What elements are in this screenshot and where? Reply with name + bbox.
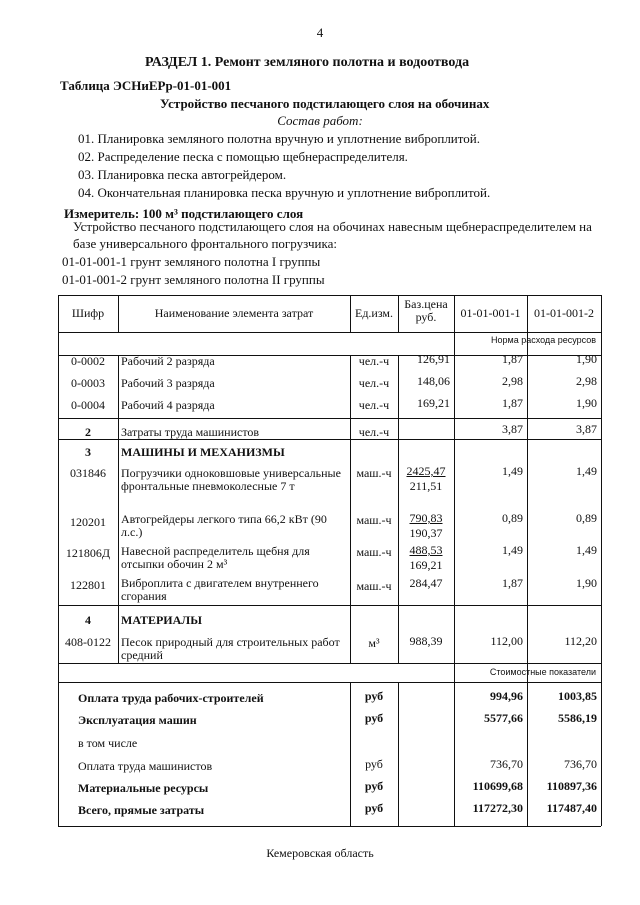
cost-value-1: 110699,68 bbox=[472, 779, 523, 793]
row-value-2: 112,20 bbox=[564, 634, 597, 648]
cost-value-1: 5577,66 bbox=[484, 711, 523, 725]
cost-label: Стоимостные показатели bbox=[489, 667, 596, 677]
row-name: Погрузчики одноковшовые универсальные фронтальные пневмоколесные 7 т bbox=[121, 466, 341, 493]
row-price-wage: 211,51 bbox=[409, 479, 443, 493]
row-value-1: 1,87 bbox=[502, 576, 523, 590]
cost-name: Всего, прямые затраты bbox=[78, 803, 205, 817]
section-name: МАТЕРИАЛЫ bbox=[121, 613, 202, 627]
row-value-2: 1,49 bbox=[576, 543, 597, 557]
row-unit: маш.-ч bbox=[356, 513, 392, 527]
measure-unit: Измеритель: 100 м³ подстилающего слоя bbox=[64, 206, 304, 221]
row-value-1: 1,49 bbox=[502, 464, 523, 478]
cost-name: Материальные ресурсы bbox=[78, 781, 209, 795]
row-code: 0-0004 bbox=[71, 398, 105, 412]
section-code: 3 bbox=[85, 445, 91, 459]
cost-value-2: 1003,85 bbox=[558, 689, 597, 703]
header-col1: 01-01-001-1 bbox=[460, 306, 521, 320]
section-name: МАШИНЫ И МЕХАНИЗМЫ bbox=[121, 445, 285, 459]
row-unit: м³ bbox=[368, 636, 380, 650]
work-item: 03. Планировка песка автогрейдером. bbox=[78, 167, 287, 182]
row-name: Рабочий 4 разряда bbox=[121, 398, 215, 412]
row-name: Виброплита с двигателем внутреннего сгорания bbox=[121, 576, 319, 603]
row-code: 0-0003 bbox=[71, 376, 105, 390]
row-code: 2 bbox=[85, 425, 91, 439]
intro-text: Устройство песчаного подстилающего слоя на обочинах навесным щебнераспределителем на базе универсального фронтального погрузчика: bbox=[73, 219, 592, 251]
header-price: Баз.цена руб. bbox=[404, 297, 448, 324]
header-code: Шифр bbox=[71, 306, 105, 320]
row-value-1: 112,00 bbox=[490, 634, 523, 648]
cost-name: Оплата труда рабочих-строителей bbox=[78, 691, 264, 705]
row-code: 122801 bbox=[70, 578, 106, 592]
cost-value-1: 117272,30 bbox=[472, 801, 523, 815]
cost-value-1: 994,96 bbox=[490, 689, 523, 703]
row-value-1: 1,87 bbox=[502, 396, 523, 410]
cost-value-2: 5586,19 bbox=[558, 711, 597, 725]
row-price-total: 790,83 bbox=[409, 511, 443, 525]
resource-table bbox=[58, 295, 601, 826]
row-name: Рабочий 2 разряда bbox=[121, 354, 215, 368]
row-value-2: 1,90 bbox=[576, 396, 597, 410]
row-code: 031846 bbox=[70, 466, 106, 480]
section-title: РАЗДЕЛ 1. Ремонт земляного полотна и водоотвода bbox=[145, 55, 470, 70]
row-code: 408-0122 bbox=[65, 635, 111, 649]
header-name: Наименование элемента затрат bbox=[154, 306, 314, 320]
row-unit: маш.-ч bbox=[356, 466, 392, 480]
cost-unit: руб bbox=[364, 801, 384, 815]
cost-value-2: 110897,36 bbox=[546, 779, 597, 793]
norm-label: Норма расхода ресурсов bbox=[491, 335, 596, 345]
cost-value-2: 117487,40 bbox=[546, 801, 597, 815]
row-value-2: 0,89 bbox=[576, 511, 597, 525]
cost-unit: руб bbox=[365, 757, 383, 771]
row-price-total: 488,53 bbox=[409, 543, 443, 557]
section-code: 4 bbox=[85, 613, 91, 627]
cost-unit: руб bbox=[364, 779, 384, 793]
row-price-wage: 169,21 bbox=[409, 558, 443, 572]
cost-value-1: 736,70 bbox=[490, 757, 523, 771]
row-unit: чел.-ч bbox=[358, 354, 390, 368]
row-name: Навесной распределитель щебня для отсыпки обочин 2 м³ bbox=[121, 544, 310, 571]
row-code: 120201 bbox=[70, 515, 106, 529]
row-unit: чел.-ч bbox=[358, 376, 390, 390]
row-value-1: 0,89 bbox=[502, 511, 523, 525]
row-value-2: 1,49 bbox=[576, 464, 597, 478]
row-price-wage: 190,37 bbox=[409, 526, 443, 540]
row-unit: маш.-ч bbox=[356, 545, 392, 559]
variant-line: 01-01-001-1 грунт земляного полотна I группы bbox=[62, 254, 321, 269]
row-price: 284,47 bbox=[409, 576, 443, 590]
row-value-1: 1,87 bbox=[502, 352, 523, 366]
row-code: 0-0002 bbox=[71, 354, 105, 368]
row-value-1: 1,49 bbox=[502, 543, 523, 557]
work-item: 01. Планировка земляного полотна вручную и уплотнение виброплитой. bbox=[78, 131, 480, 146]
row-unit: маш.-ч bbox=[356, 579, 392, 593]
cost-name: Оплата труда машинистов bbox=[78, 759, 213, 773]
cost-name: Эксплуатация машин bbox=[78, 713, 197, 727]
row-code: 121806Д bbox=[65, 546, 111, 560]
row-price: 988,39 bbox=[409, 634, 443, 648]
row-name: Автогрейдеры легкого типа 66,2 кВт (90 л.с.) bbox=[121, 512, 327, 539]
row-unit: чел.-ч bbox=[358, 425, 390, 439]
row-price: 126,91 bbox=[417, 352, 450, 366]
row-value-2: 3,87 bbox=[576, 422, 597, 436]
cost-name: в том числе bbox=[78, 736, 138, 750]
work-item: 04. Окончательная планировка песка вручную и уплотнение виброплитой. bbox=[78, 185, 491, 200]
cost-unit: руб bbox=[364, 711, 384, 725]
page-number: 4 bbox=[316, 25, 324, 40]
work-heading: Состав работ: bbox=[277, 113, 363, 128]
row-value-1: 3,87 bbox=[502, 422, 523, 436]
variant-line: 01-01-001-2 грунт земляного полотна II группы bbox=[62, 272, 325, 287]
row-price: 148,06 bbox=[417, 374, 450, 388]
row-name: Затраты труда машинистов bbox=[121, 425, 260, 439]
row-value-2: 2,98 bbox=[576, 374, 597, 388]
footer-region: Кемеровская область bbox=[266, 846, 374, 860]
work-title: Устройство песчаного подстилающего слоя на обочинах bbox=[160, 96, 490, 111]
row-name: Рабочий 3 разряда bbox=[121, 376, 215, 390]
work-item: 02. Распределение песка с помощью щебнераспределителя. bbox=[78, 149, 408, 164]
table-code: Таблица ЭСНиЕРр-01-01-001 bbox=[60, 78, 232, 93]
row-price: 169,21 bbox=[417, 396, 450, 410]
row-value-1: 2,98 bbox=[502, 374, 523, 388]
row-unit: чел.-ч bbox=[358, 398, 390, 412]
header-unit: Ед.изм. bbox=[354, 306, 394, 320]
cost-unit: руб bbox=[364, 689, 384, 703]
row-value-2: 1,90 bbox=[576, 576, 597, 590]
cost-value-2: 736,70 bbox=[564, 757, 597, 771]
header-col2: 01-01-001-2 bbox=[534, 306, 594, 320]
row-name: Песок природный для строительных работ средний bbox=[121, 635, 340, 662]
row-price-total: 2425,47 bbox=[406, 464, 446, 478]
row-value-2: 1,90 bbox=[576, 352, 597, 366]
